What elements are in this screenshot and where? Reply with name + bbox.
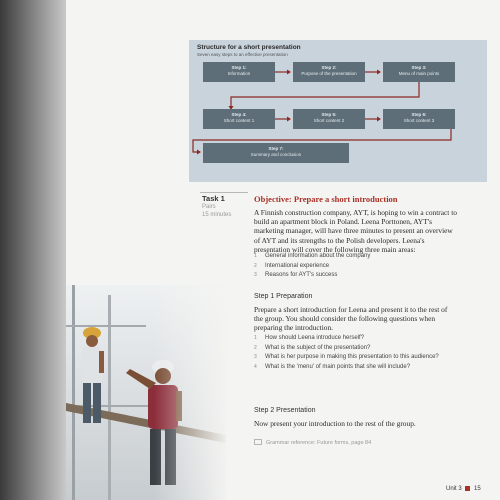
flow-step-6 — [383, 109, 455, 129]
list-text: What is her purpose in making this presentation to this audience? — [265, 354, 439, 360]
flow-step-7-label: Step 7: — [268, 146, 284, 151]
list-number: 3 — [254, 272, 257, 278]
intro-line: build an apartment block in Poland. Leena Porttonen, AYT's — [254, 217, 432, 227]
list-item — [254, 252, 490, 262]
step1-line: preparing the introduction. — [254, 323, 334, 333]
list-text: International experience — [265, 262, 330, 269]
flow-step-5 — [293, 109, 365, 129]
list-item — [254, 271, 490, 281]
presentation-flowchart — [189, 40, 487, 182]
list-number: 1 — [254, 253, 257, 259]
flow-step-5-label: Step 5: — [321, 112, 337, 117]
objective-heading: Objective: Prepare a short introduction — [254, 194, 398, 204]
list-number: 4 — [254, 363, 257, 370]
book-spine-shadow — [0, 0, 66, 500]
flow-step-3 — [383, 62, 455, 82]
intro-line: of AYT and its strengths to the Polish developers. Leena's — [254, 235, 425, 245]
list-text: How should Leena introduce herself? — [265, 335, 365, 341]
flow-step-2-text: Purpose of the presentation — [301, 71, 357, 76]
unit-label: Unit 3 — [446, 486, 462, 493]
intro-line: A Finnish construction company, AYT, is hoping to win a contract to — [254, 208, 457, 217]
book-icon — [254, 439, 262, 445]
step1-line: Prepare a short introduction for Leena and present it to the rest of — [254, 305, 448, 314]
flow-step-1-label: Step 1: — [231, 65, 247, 70]
flow-step-7-text: Summary and conclusion — [250, 152, 302, 157]
list-text: General information about the company — [265, 253, 371, 259]
construction-workers-photo — [66, 285, 226, 500]
list-number: 2 — [254, 344, 257, 351]
flow-step-1-text: Information — [227, 71, 251, 76]
list-number: 3 — [254, 354, 257, 360]
flow-step-2-label: Step 2: — [321, 65, 337, 70]
list-text: What is the 'menu' of main points that she will include? — [265, 363, 411, 370]
step1-heading: Step 1 Preparation — [254, 293, 313, 300]
list-text: What is the subject of the presentation? — [265, 344, 371, 351]
flow-step-2 — [293, 62, 365, 82]
step2-heading: Step 2 Presentation — [254, 407, 316, 414]
flow-step-4 — [203, 109, 275, 129]
flowchart-subtitle: Seven easy steps to an effective presentation — [197, 52, 288, 57]
task-divider — [200, 192, 248, 193]
flow-step-3-text: Menu of main points — [398, 71, 440, 76]
intro-line: marketing manager, will have three minutes to present an overview — [254, 226, 453, 236]
intro-line: presentation will cover the following three main areas: — [254, 244, 416, 254]
task-label: Task 1 — [202, 194, 225, 203]
list-text: Reasons for AYT's success — [265, 272, 338, 278]
flow-step-1 — [203, 62, 275, 82]
flow-step-4-label: Step 4: — [231, 112, 247, 117]
flow-step-7 — [203, 143, 349, 163]
flowchart-title: Structure for a short presentation — [197, 44, 301, 51]
step1-line: the group. You should consider the following questions when — [254, 314, 436, 324]
footer-marker-icon — [465, 486, 470, 491]
list-number: 1 — [254, 335, 257, 341]
areas-list — [254, 252, 490, 281]
page-footer — [446, 486, 481, 492]
page-number: 15 — [474, 486, 481, 493]
flow-step-3-label: Step 3: — [411, 65, 427, 70]
list-item — [254, 363, 490, 373]
list-item — [254, 344, 490, 354]
photo-illustration — [66, 285, 226, 500]
list-number: 2 — [254, 262, 257, 269]
task-meta-duration: 15 minutes — [202, 212, 232, 218]
step2-line: Now present your introduction to the rest of the group. — [254, 419, 416, 428]
flow-step-4-text: Short content 1 — [223, 118, 255, 123]
list-item — [254, 262, 490, 272]
flow-step-6-label: Step 6: — [411, 112, 427, 117]
flow-step-5-text: Short content 2 — [313, 118, 345, 123]
task-meta-mode: Pairs — [202, 204, 216, 210]
list-item — [254, 353, 490, 363]
list-item — [254, 334, 490, 344]
questions-list — [254, 334, 490, 372]
intro-paragraph — [254, 208, 490, 254]
grammar-reference: Grammar reference: Future forms, page 84 — [266, 440, 372, 446]
step1-paragraph — [254, 305, 490, 333]
flow-step-6-text: Short content 3 — [403, 118, 435, 123]
